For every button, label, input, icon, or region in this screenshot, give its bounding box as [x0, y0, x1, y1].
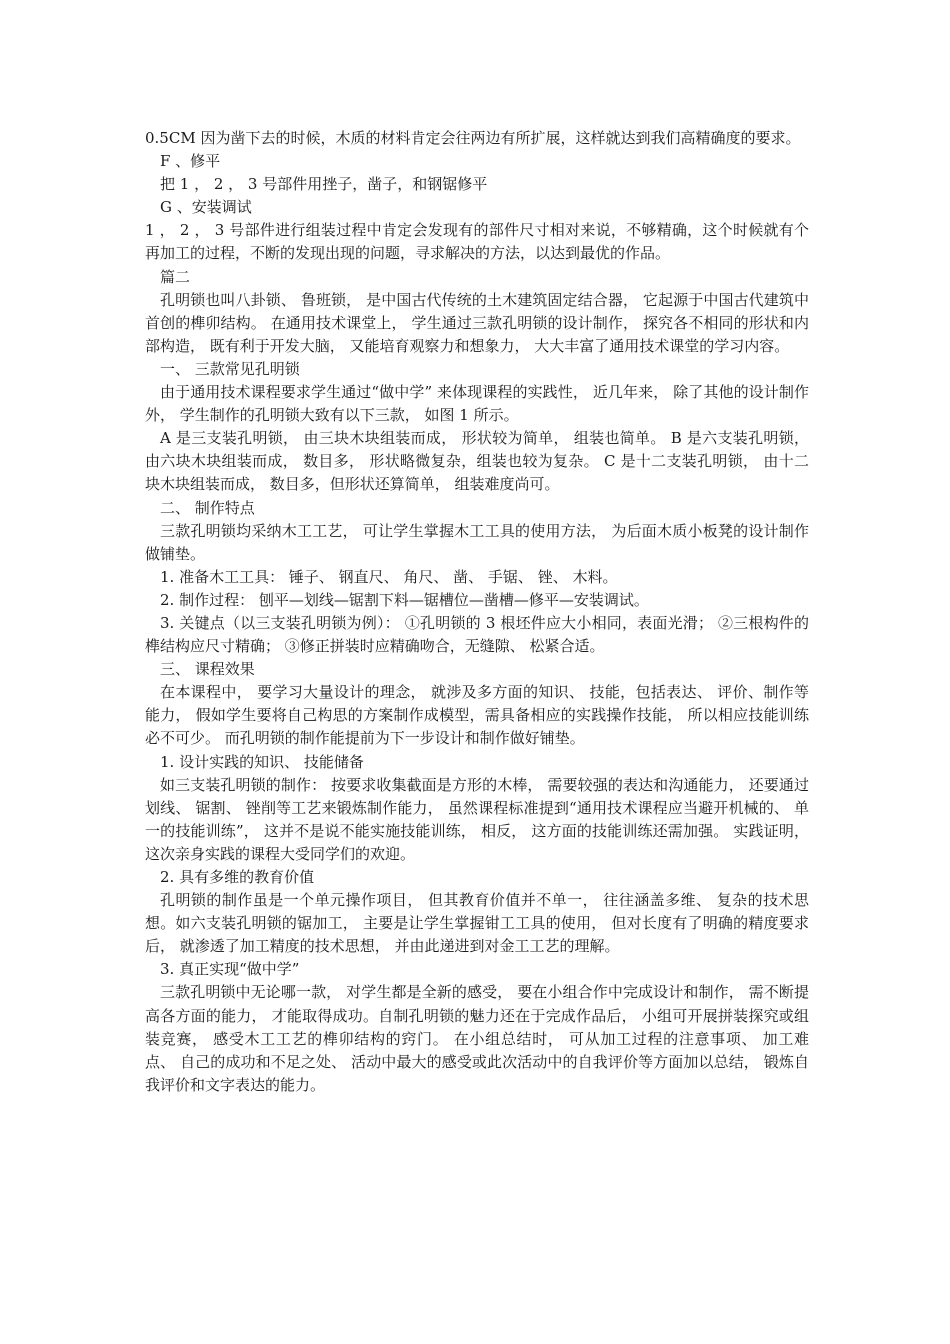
paragraph-learning-by-doing: 三款孔明锁中无论哪一款， 对学生都是全新的感受， 要在小组合作中完成设计和制作， 需不断提高各方面的能力， 才能取得成功。自制孔明锁的魅力还在于完成作品后， 小组可开展拼装探究或组装竞赛， 感受木工工艺的榫卯结构的窍门。 在小组总结时， 可从加工过程的注意事项、 加工难点、 自己的成功和不足之处、 活动中最大的感受或此次活动中的自我评价等方面加以总结， 锻炼自我评价和文字表达的能力。: [145, 983, 809, 1094]
subheading-learning-by-doing: 3. 真正实现“做中学”: [160, 960, 300, 979]
list-item-key-points: 3. 关键点（以三支装孔明锁为例）： ①孔明锁的 3 根坯件应大小相同，表面光滑； ②三根构件的榫结构应尺寸精确； ③修正拼装时应精确吻合，无缝隙、 松紧合适。: [145, 613, 809, 656]
step-heading-f: F 、修平: [160, 152, 221, 171]
paragraph-woodwork: 三款孔明锁均采纳木工工艺， 可让学生掌握木工工具的使用方法， 为后面木质小板凳的设计制作做铺垫。: [145, 521, 809, 563]
section-title-part-two: 篇二: [160, 267, 191, 286]
section-heading-3: 三、 课程效果: [160, 660, 255, 679]
list-item-process: 2. 制作过程： 刨平—划线—锯割下料—锯槽位—凿槽—修平—安装调试。: [160, 590, 649, 609]
paragraph-value: 孔明锁的制作虽是一个单元操作项目， 但其教育价值并不单一， 往往涵盖多维、 复杂的技术思想。如六支装孔明锁的锯加工， 主要是让学生掌握钳工工具的使用， 但对长度有了明确的精度要求后， 就渗透了加工精度的技术思想， 并由此递进到对金工工艺的理解。: [145, 891, 809, 956]
paragraph-course-effect: 在本课程中， 要学习大量设计的理念， 就涉及多方面的知识、 技能，包括表达、 评价、制作等能力， 假如学生要将自己构思的方案制作成模型，需具备相应的实践操作技能， 所以相应技能训练必不可少。 而孔明锁的制作能提前为下一步设计和制作做好铺垫。: [145, 683, 809, 748]
step-g-description: 1 ， 2 ， 3 号部件进行组装过程中肯定会发现有的部件尺寸相对来说，不够精确，这个时候就有个再加工的过程，不断的发现出现的问题，寻求解决的方法，以达到最优的作品。: [145, 221, 809, 263]
list-item-tools: 1. 准备木工工具： 锤子、 钢直尺、 角尺、 凿、 手锯、 锉、 木料。: [160, 567, 618, 586]
subheading-value: 2. 具有多维的教育价值: [160, 868, 315, 886]
paragraph-continuation: 0.5CM 因为凿下去的时候，木质的材料肯定会往两边有所扩展，这样就达到我们高精确度的要求。: [145, 129, 801, 147]
paragraph-intro: 孔明锁也叫八卦锁、 鲁班锁， 是中国古代传统的土木建筑固定结合器， 它起源于中国古代建筑中首创的榫卯结构。 在通用技术课堂上， 学生通过三款孔明锁的设计制作， 探究各不相同的形状和内部构造， 既有利于开发大脑， 又能培育观察力和想象力， 大大丰富了通用技术课堂的学习内容。: [145, 290, 809, 355]
section-heading-2: 二、 制作特点: [160, 498, 255, 517]
subheading-skills: 1. 设计实践的知识、 技能储备: [160, 752, 364, 771]
step-heading-g: G 、安装调试: [160, 198, 252, 217]
paragraph-abc-types: A 是三支装孔明锁， 由三块木块组装而成， 形状较为简单， 组装也简单。 B 是六支装孔明锁， 由六块木块组装而成， 数目多， 形状略微复杂，组装也较为复杂。 C 是十二支装孔明锁， 由十二块木块组装而成， 数目多，但形状还算简单， 组装难度尚可。: [145, 429, 809, 494]
step-f-description: 把 1 ， 2 ， 3 号部件用挫子，凿子，和钢锯修平: [160, 175, 488, 194]
paragraph-skills: 如三支装孔明锁的制作： 按要求收集截面是方形的木棒， 需要较强的表达和沟通能力， 还要通过划线、 锯割、 锉削等工艺来锻炼制作能力， 虽然课程标准提到“通用技术课程应当避开机械的、 单一的技能训练”， 这并不是说不能实施技能训练， 相反， 这方面的技能训练还需加强。 实践证明， 这次亲身实践的课程大受同学们的欢迎。: [145, 775, 809, 863]
section-heading-1: 一、 三款常见孔明锁: [160, 359, 300, 378]
paragraph-three-types: 由于通用技术课程要求学生通过“做中学” 来体现课程的实践性， 近几年来， 除了其他的设计制作外， 学生制作的孔明锁大致有以下三款， 如图 1 所示。: [145, 383, 809, 425]
document-page: [145, 127, 809, 1097]
